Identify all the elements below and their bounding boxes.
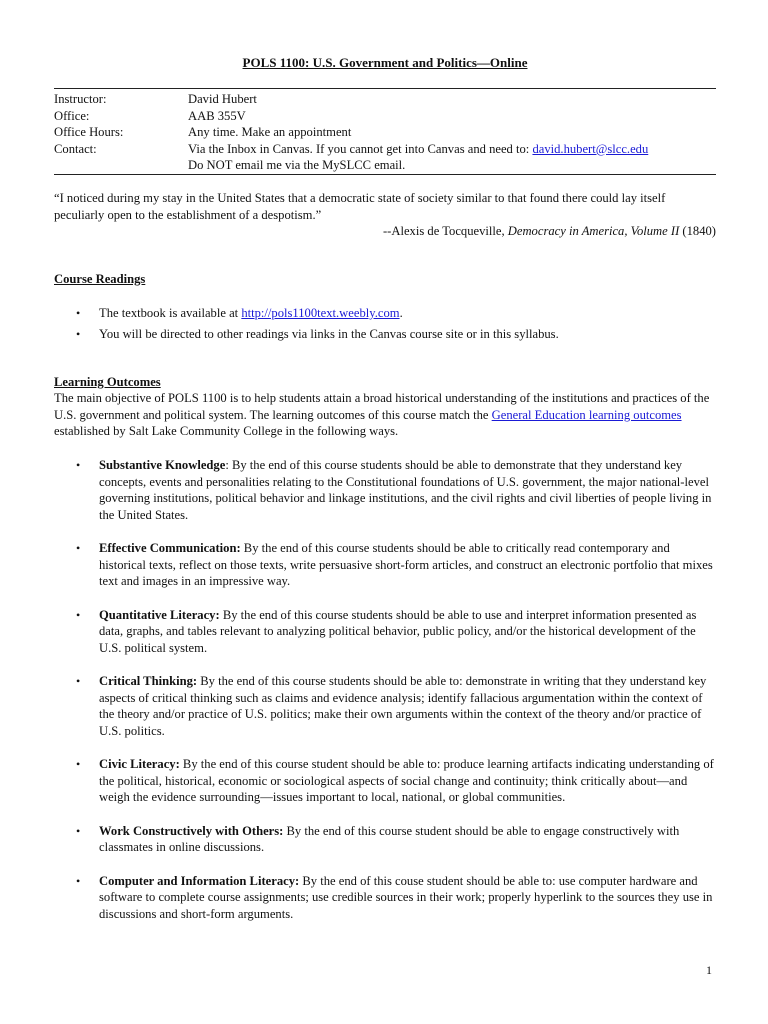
info-value: Any time. Make an appointment [188,125,352,139]
bullet-icon: • [76,757,81,771]
list-item [54,673,716,739]
outcome-text: By the end of this course student should be able to: produce learning artifacts indicating understanding of the political, historical, economic or sociological aspects of social change and continuity; think critically about—and weigh the evidence surrounding—issues important to local, national, or global communities. [99,757,714,804]
bullet-icon: • [76,823,81,838]
outcome-title: Substantive Knowledge [99,458,226,472]
outcome-title: Critical Thinking: [99,674,198,688]
outcome-title: Work Constructively with Others: [99,823,284,838]
info-value: David Hubert [188,92,257,106]
epigraph-quote [54,190,716,240]
list-item [54,607,716,657]
header-rule-top [54,88,716,89]
outcome-title: Civic Literacy: [99,757,180,771]
info-label: Contact: [54,141,97,156]
page-number: 1 [706,963,712,977]
outcome-text: By the end of this course students should be able to: demonstrate in writing that they understand key aspects of critical thinking such as claims and evidence analysis; identify fallacious argumentation within the context of the theory and/or practice of U.S. politics; make their own arguments within the context of the theory and/or practice of U.S. politics. [99,674,707,738]
section-heading-learning-outcomes: Learning Outcomes [54,375,161,389]
quote-attribution: --Alexis de Tocqueville, Democracy in America, Volume II (1840) [382,224,716,238]
outcome-text: By the end of this course students should be able to use and interpret information presented as data, graphs, and tables relevant to analyzing political behavior, public policy, and/or the historical development of the U.S. political system. [99,607,697,655]
info-value [188,141,716,158]
info-row-contact [54,141,716,158]
list-item [54,823,716,856]
info-row-office-hours [54,124,716,141]
list-item: • The textbook is available at http://pols1100text.weebly.com. [76,306,403,320]
section-heading-course-readings: Course Readings [54,272,146,286]
outcomes-intro: The main objective of POLS 1100 is to help students attain a broad historical understanding of the institutions and practices of the U.S. government and political system. The learning outcomes of this course match the General Education learning outcomes established by Salt Lake Community College in the following ways. [54,391,710,438]
quote-work-title: Democracy in America, Volume II [507,224,680,238]
email-link[interactable]: david.hubert@slcc.edu [532,141,649,156]
textbook-link[interactable]: http://pols1100text.weebly.com [241,306,400,320]
outcome-text: By the end of this course students should be able to critically read contemporary and historical texts, reflect on those texts, write persuasive short-form articles, and construct an electronic portfolio that mixes text and images in an impressive way. [99,541,713,588]
info-label: Office Hours: [54,125,124,139]
contact-note: Do NOT email me via the MySLCC email. [188,158,406,172]
bullet-icon: • [76,674,81,688]
bullet-icon: • [76,607,81,622]
info-row-office [54,108,716,125]
outcome-text: : By the end of this course students should be able to demonstrate that they understand key concepts, events and personalities relating to the Constitutional foundations of U.S. government, the major national-level governing institutions, political behavior and linkage institutions, and the civil rights and civil liberties of people living in the United States. [99,458,712,522]
outcome-text: By the end of this course student should be able to engage constructively with classmates in online discussions. [99,823,680,854]
list-item [54,457,716,523]
instructor-info [54,91,716,174]
info-label: Instructor: [54,92,107,106]
bullet-icon: • [76,458,81,472]
list-item [54,756,716,806]
info-row-instructor [54,91,716,108]
outcome-title: Quantitative Literacy: [99,607,220,622]
list-item [54,540,716,590]
list-item [54,873,716,923]
outcome-title: Effective Communication: [99,541,241,555]
outcomes-list [54,457,716,939]
outcome-text: By the end of this couse student should be able to: use computer hardware and software to complete course assignments; use credible sources in their work; properly hyperlink to the sources they use in discussions and short-form arguments. [99,873,713,921]
bullet-icon: • [76,326,81,341]
readings-list [54,305,716,346]
bullet-icon: • [76,541,81,555]
list-item: • You will be directed to other readings via links in the Canvas course site or in this syllabus. [76,326,559,341]
contact-text: Via the Inbox in Canvas. If you cannot get into Canvas and need to: [188,141,533,156]
quote-text: “I noticed during my stay in the United States that a democratic state of society similar to that found there could lay itself peculiarly open to the establishment of a despotism.” [54,191,666,222]
header-rule-bottom [54,174,716,175]
outcome-title: Computer and Information Literacy: [99,873,300,888]
info-row-contact-note [54,157,716,174]
gen-ed-outcomes-link[interactable]: General Education learning outcomes [491,407,682,422]
info-value: AAB 355V [188,108,246,123]
bullet-icon: • [76,873,81,888]
page-title: POLS 1100: U.S. Government and Politics—Online [242,55,528,70]
bullet-icon: • [76,306,81,320]
info-label: Office: [54,108,90,123]
